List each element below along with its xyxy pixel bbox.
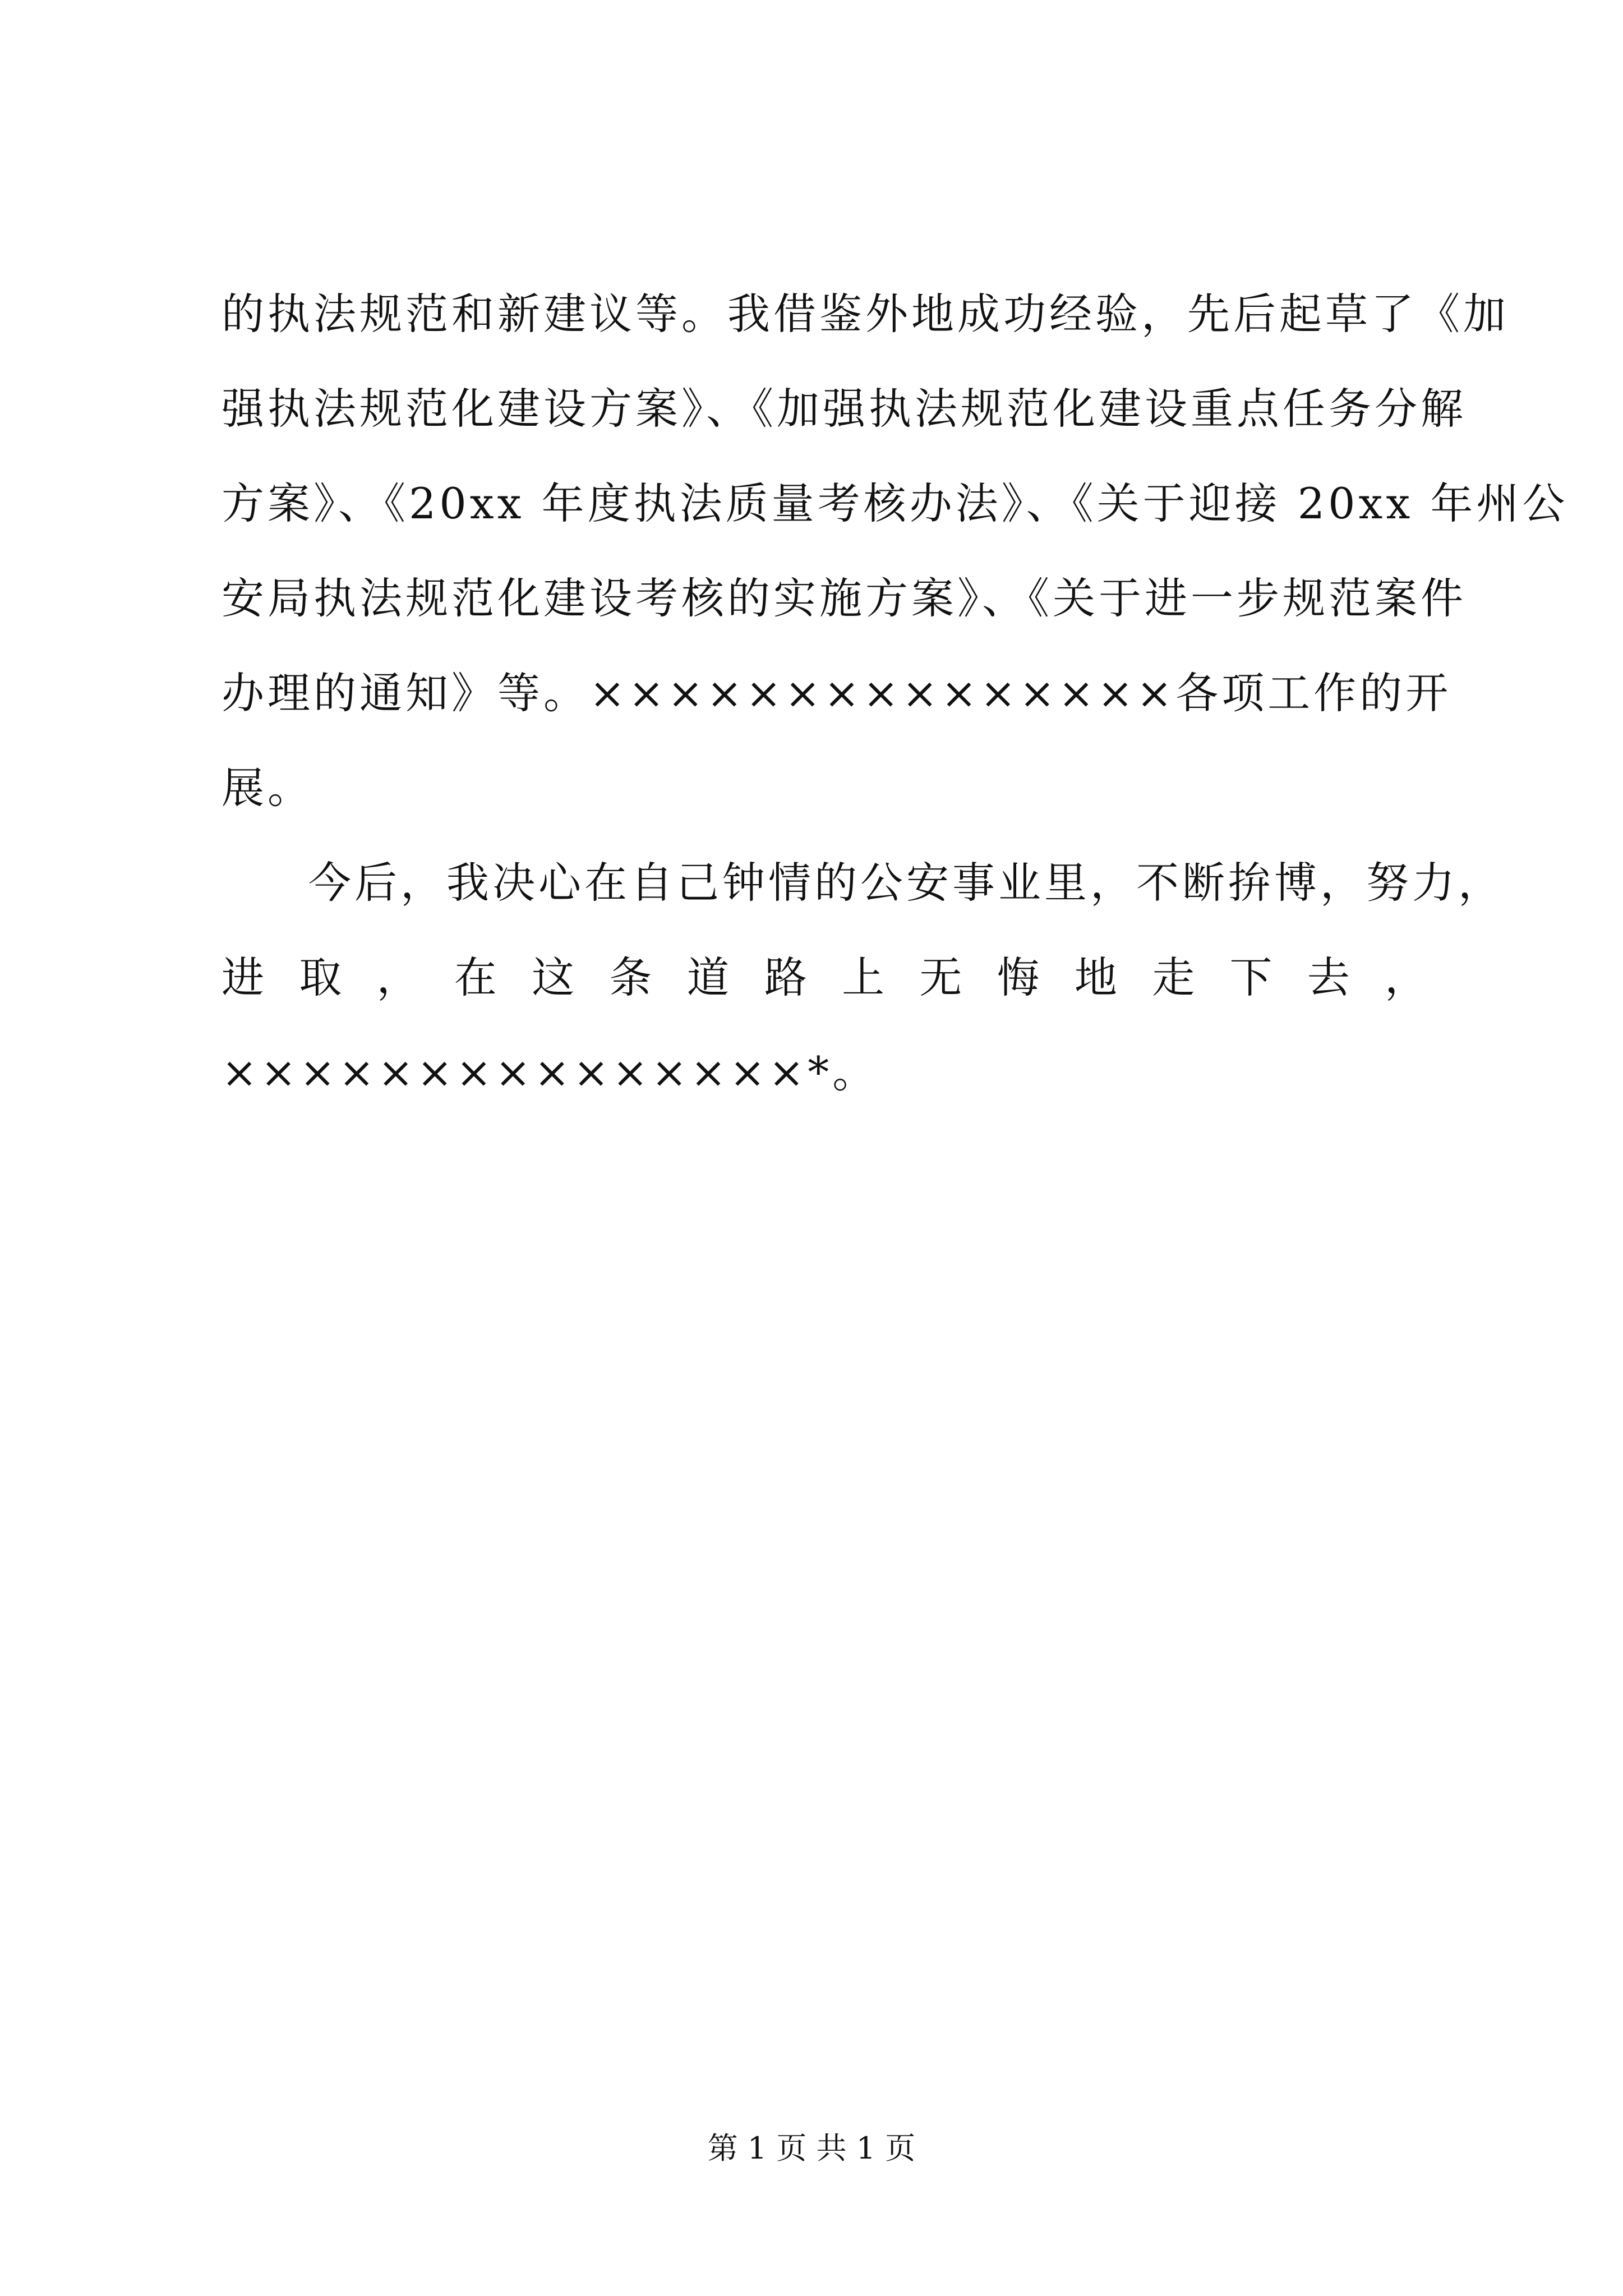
text-line: 强执法规范化建设方案》、《加强执法规范化建设重点任务分解 <box>222 384 1467 434</box>
text-line: 今后，我决心在自己钟情的公安事业里，不断拚博，努力， <box>308 858 1504 908</box>
text-line: 展。 <box>222 763 313 813</box>
text-line: 的执法规范和新建议等。我借鉴外地成功经验，先后起草了《加 <box>222 289 1509 339</box>
text-line: 方案》、《20xx 年度执法质量考核办法》、《关于迎接 20xx 年州公 <box>222 478 1569 528</box>
text-line: 安局执法规范化建设考核的实施方案》、《关于进一步规范案件 <box>222 573 1467 623</box>
text-line: 进 取 ， 在 这 条 道 路 上 无 悔 地 走 下 去 ， <box>222 953 1427 1002</box>
page-number: 第 1 页 共 1 页 <box>707 2131 916 2166</box>
text-line: ×××××××××××××××*。 <box>222 1047 879 1097</box>
page-footer <box>0 2129 1623 2168</box>
paragraph-2 <box>222 835 1504 1120</box>
paragraph-1 <box>222 266 1569 835</box>
text-line: 办理的通知》等。×××××××××××××××各项工作的开 <box>222 668 1452 718</box>
document-body <box>222 266 1569 1120</box>
